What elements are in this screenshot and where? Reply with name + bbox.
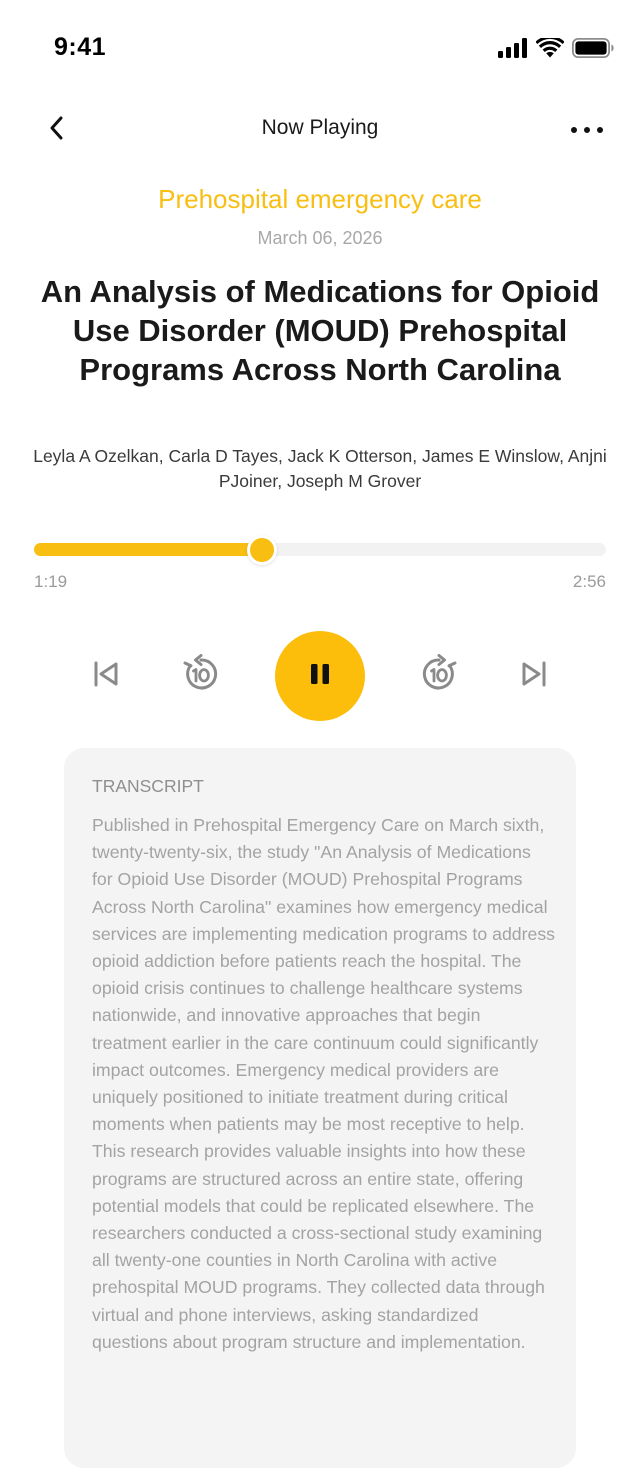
- current-time: 1:19: [34, 572, 68, 591]
- forward-10-icon: [419, 654, 459, 699]
- nav-bar: [0, 100, 640, 160]
- skip-next-button[interactable]: [512, 654, 556, 698]
- signal-icon: [498, 38, 528, 63]
- status-time: 9:41: [54, 33, 107, 61]
- forward-10-button[interactable]: [416, 652, 462, 700]
- status-icons: [498, 38, 614, 63]
- more-options-button[interactable]: [564, 110, 610, 150]
- transcript-text: Published in Prehospital Emergency Care on March sixth, twenty-twenty-six, the study "An Analysis of Medications for Opioid Use Disorder (MOUD) Prehospital Programs Across North Carolina" examines how emergency medical services are implementing medication programs to address opioid addiction before patients reach the hospital. The opioid crisis continues to challenge healthcare systems nationwide, and innovative approaches that begin treatment earlier in the care continuum could significantly impact outcomes. Emergency medical providers are uniquely positioned to initiate treatment during critical moments when patients may be most receptive to help. This research provides valuable insights into how these programs are structured across an entire state, offering potential models that could be replicated elsewhere. The researchers conducted a cross-sectional study examining all twenty-one counties in North Carolina with active prehospital MOUD programs. They collected data through virtual and phone interviews, asking standardized questions about program structure and implementation.: [92, 815, 556, 1352]
- more-horizontal-icon: [570, 121, 604, 139]
- episode-category: Prehospital emergency care: [158, 184, 482, 214]
- progress-fill: [34, 543, 260, 556]
- skip-next-icon: [519, 659, 549, 694]
- status-bar: [0, 0, 640, 96]
- skip-previous-button[interactable]: [84, 654, 128, 698]
- episode-date: March 06, 2026: [257, 228, 383, 248]
- progress-thumb[interactable]: [247, 535, 277, 565]
- transcript-heading: TRANSCRIPT: [92, 776, 204, 796]
- rewind-10-button[interactable]: [178, 652, 224, 700]
- wifi-icon: [536, 38, 564, 63]
- battery-icon: [572, 38, 614, 63]
- pause-icon: [308, 662, 332, 691]
- episode-authors: Leyla A Ozelkan, Carla D Tayes, Jack K Otterson, James E Winslow, Anjni PJoiner, Joseph M Grover: [33, 446, 607, 491]
- transcript-card[interactable]: [64, 748, 576, 1468]
- pause-button[interactable]: [275, 631, 365, 721]
- playback-controls: [0, 630, 640, 722]
- total-time: 2:56: [572, 572, 606, 591]
- skip-previous-icon: [91, 659, 121, 694]
- progress-bar[interactable]: [34, 543, 606, 556]
- episode-title: An Analysis of Medications for Opioid Use Disorder (MOUD) Prehospital Programs Across North Carolina: [40, 274, 600, 387]
- page-title: Now Playing: [261, 116, 379, 139]
- rewind-10-icon: [181, 654, 221, 699]
